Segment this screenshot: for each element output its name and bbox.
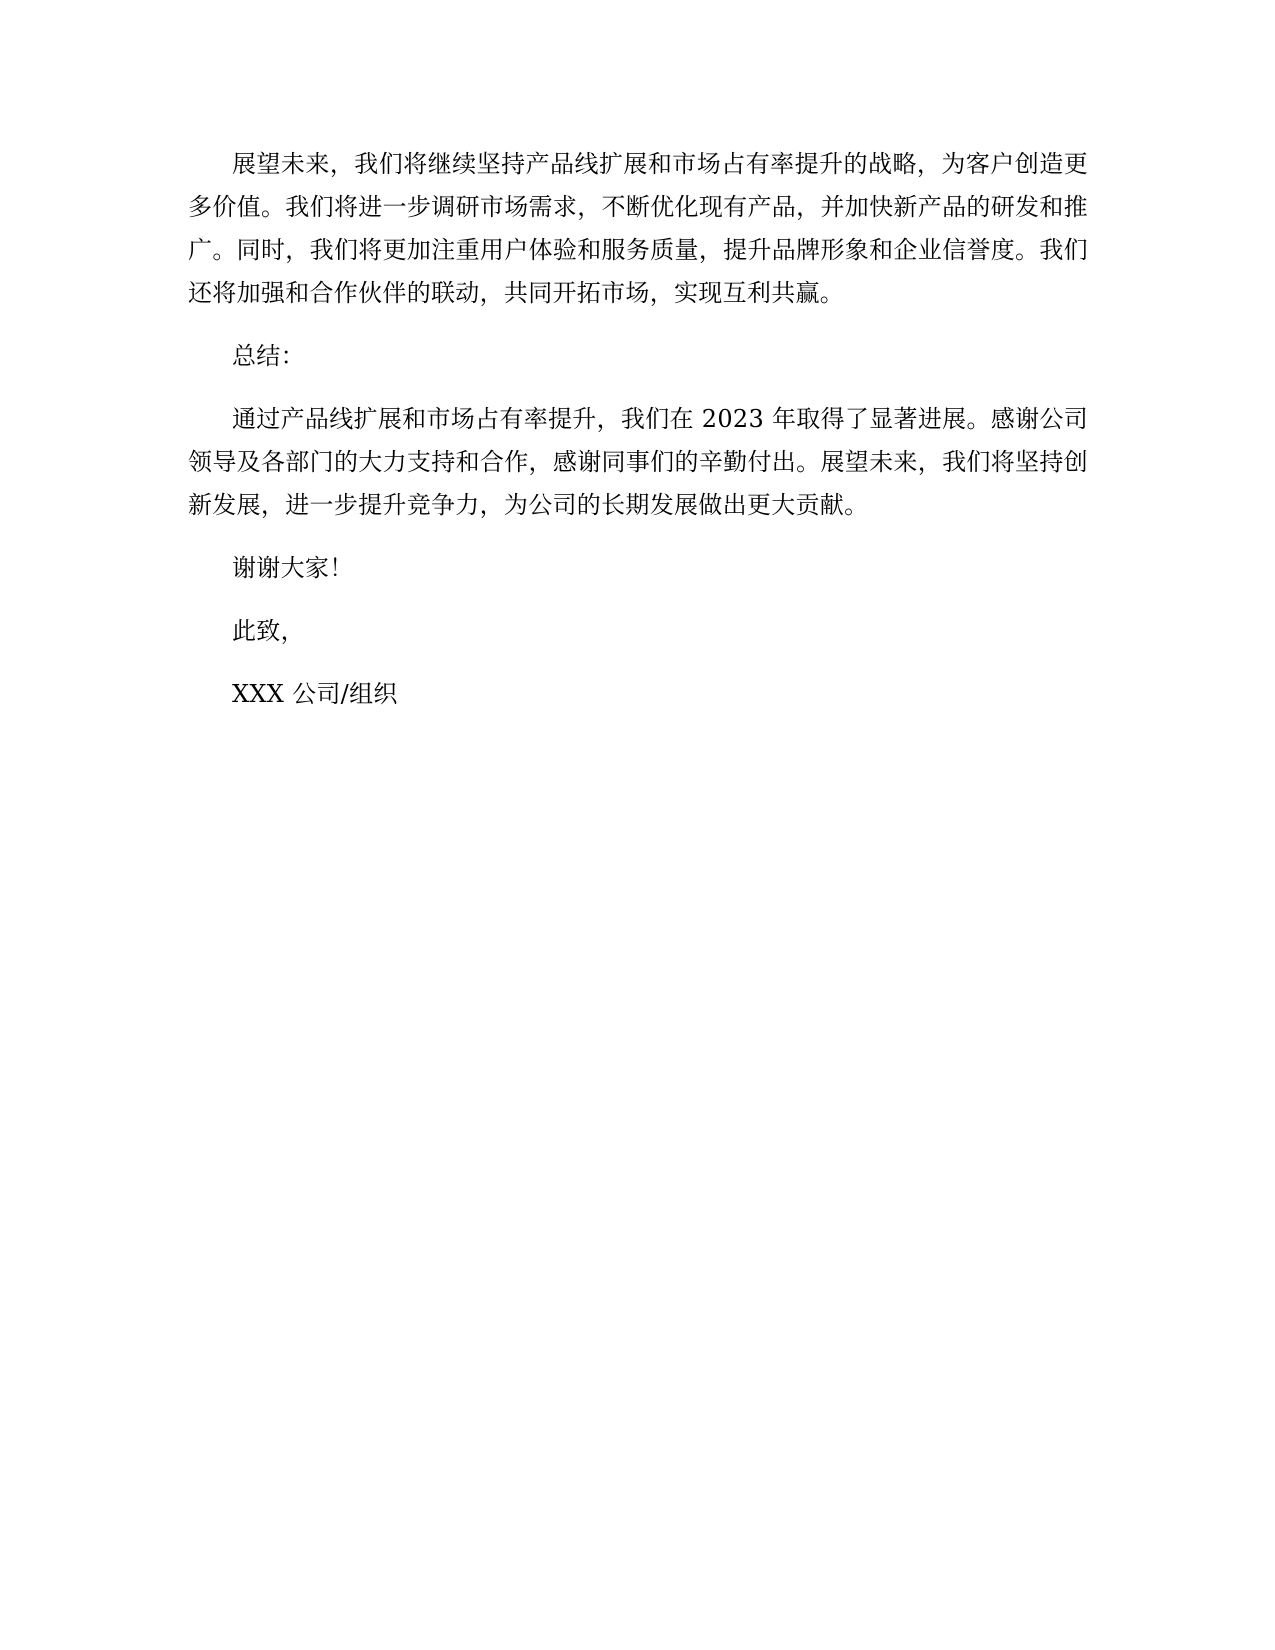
thanks-line: 谢谢大家！ [232,554,354,582]
summary-paragraph: 通过产品线扩展和市场占有率提升，我们在 2023 年取得了显著进展。感谢公司领导及各部门的大力支持和合作，感谢同事们的辛勤付出。展望未来，我们将坚持创新发展，进一步提升竞争力，为公司的长期发展做出更大贡献。 [188,405,1088,519]
summary-heading: 总结： [232,342,305,370]
document-body [188,143,1088,716]
closing-salutation: 此致， [232,617,305,645]
outlook-paragraph: 展望未来，我们将继续坚持产品线扩展和市场占有率提升的战略，为客户创造更多价值。我们将进一步调研市场需求，不断优化现有产品，并加快新产品的研发和推广。同时，我们将更加注重用户体验和服务质量，提升品牌形象和企业信誉度。我们还将加强和合作伙伴的联动，共同开拓市场，实现互利共赢。 [188,150,1088,307]
signature-organization: XXX 公司/组织 [232,680,398,708]
